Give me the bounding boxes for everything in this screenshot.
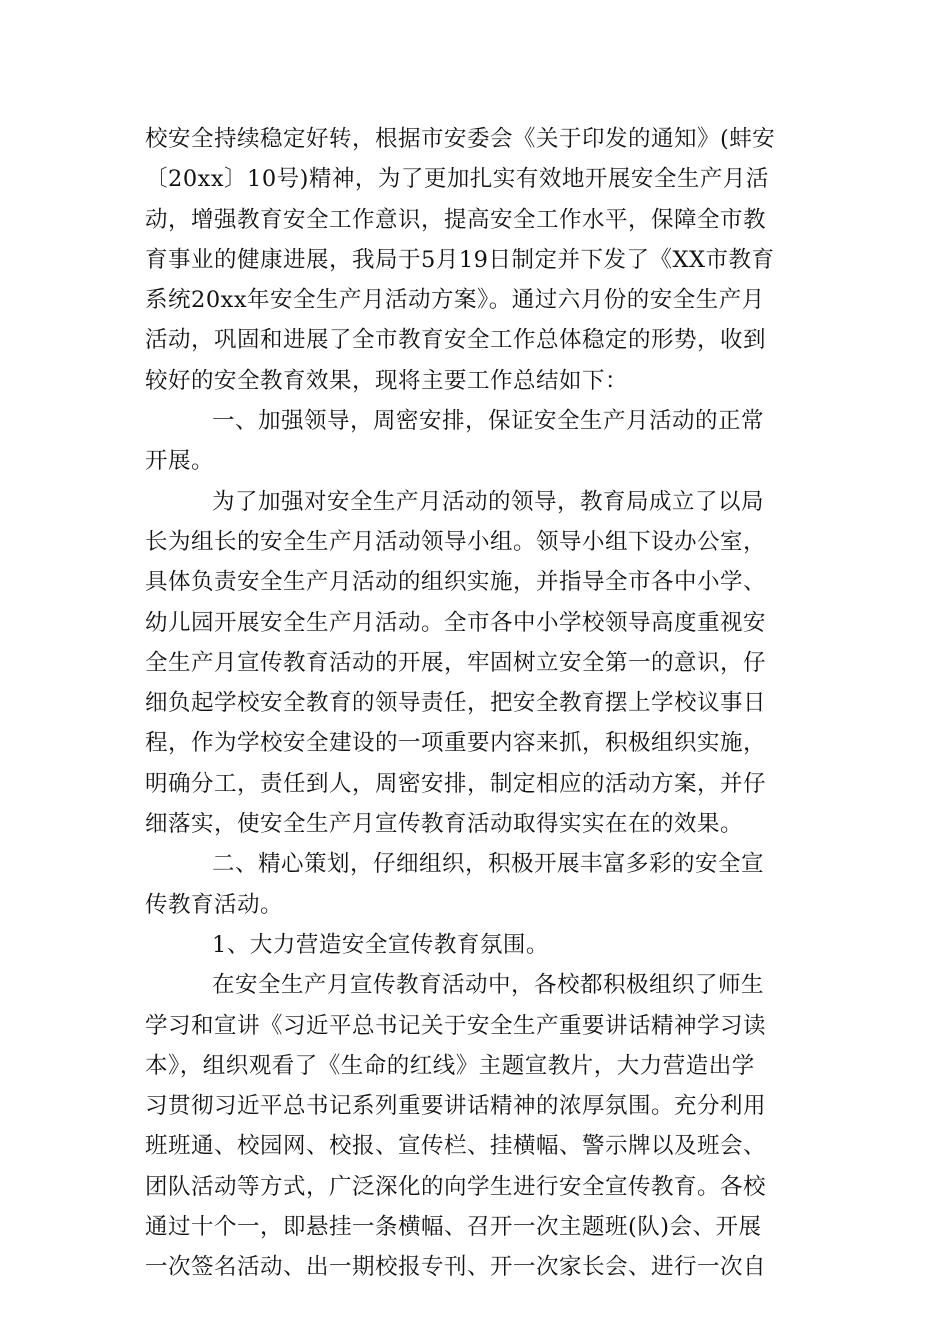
text-line: 〔20xx〕10号)精神，为了更加扎实有效地开展安全生产月活: [145, 166, 769, 193]
subsection-heading: 1、大力营造安全宣传教育氛围。: [212, 931, 549, 958]
text-line: 具体负责安全生产月活动的组织实施，并指导全市各中小学、: [145, 569, 767, 596]
section-heading: 二、精心策划，仔细组织，积极开展丰富多彩的安全宣: [212, 851, 765, 878]
text-line: 班班通、校园网、校报、宣传栏、挂横幅、警示牌以及班会、: [145, 1133, 767, 1160]
text-line: 程，作为学校安全建设的一项重要内容来抓，积极组织实施，: [145, 730, 767, 757]
text-line: 团队活动等方式，广泛深化的向学生进行安全宣传教育。各校: [145, 1173, 767, 1200]
text-line: 长为组长的安全生产月活动领导小组。领导小组下设办公室，: [145, 528, 767, 555]
text-line: 细落实，使安全生产月宣传教育活动取得实实在在的效果。: [145, 811, 744, 838]
text-line: 本》，组织观看了《生命的红线》主题宣教片，大力营造出学: [145, 1052, 755, 1079]
text-line: 学习和宣讲《习近平总书记关于安全生产重要讲话精神学习读: [145, 1012, 767, 1039]
text-line: 通过十个一，即悬挂一条横幅、召开一次主题班(队)会、开展: [145, 1214, 762, 1241]
text-line: 活动，巩固和进展了全市教育安全工作总体稳定的形势，收到: [145, 327, 767, 354]
text-line: 系统20xx年安全生产月活动方案》。通过六月份的安全生产月: [145, 287, 765, 314]
section-heading: 一、加强领导，周密安排，保证安全生产月活动的正常: [212, 408, 765, 435]
text-line: 动，增强教育安全工作意识，提高安全工作水平，保障全市教: [145, 206, 767, 233]
text-line: 细负起学校安全教育的领导责任，把安全教育摆上学校议事日: [145, 690, 767, 717]
text-line: 幼儿园开展安全生产月活动。全市各中小学校领导高度重视安: [145, 609, 767, 636]
text-line: 明确分工，责任到人，周密安排，制定相应的活动方案，并仔: [145, 770, 767, 797]
document-body: [145, 119, 805, 1288]
paragraph-start: 在安全生产月宣传教育活动中，各校都积极组织了师生: [212, 972, 765, 999]
text-line: 全生产月宣传教育活动的开展，牢固树立安全第一的意识，仔: [145, 649, 767, 676]
text-line: 一次签名活动、出一期校报专刊、开一次家长会、进行一次自: [145, 1254, 767, 1281]
text-line: 较好的安全教育效果，现将主要工作总结如下：: [145, 367, 629, 394]
text-line: 育事业的健康进展，我局于5月19日制定并下发了《XX市教育: [145, 246, 775, 273]
text-line: 习贯彻习近平总书记系列重要讲话精神的浓厚氛围。充分利用: [145, 1093, 767, 1120]
section-heading-continuation: 开展。: [145, 448, 215, 475]
paragraph-start: 为了加强对安全生产月活动的领导，教育局成立了以局: [212, 488, 765, 515]
section-heading-continuation: 传教育活动。: [145, 891, 284, 918]
text-line: 校安全持续稳定好转，根据市安委会《关于印发的通知》(蚌安: [145, 126, 776, 152]
